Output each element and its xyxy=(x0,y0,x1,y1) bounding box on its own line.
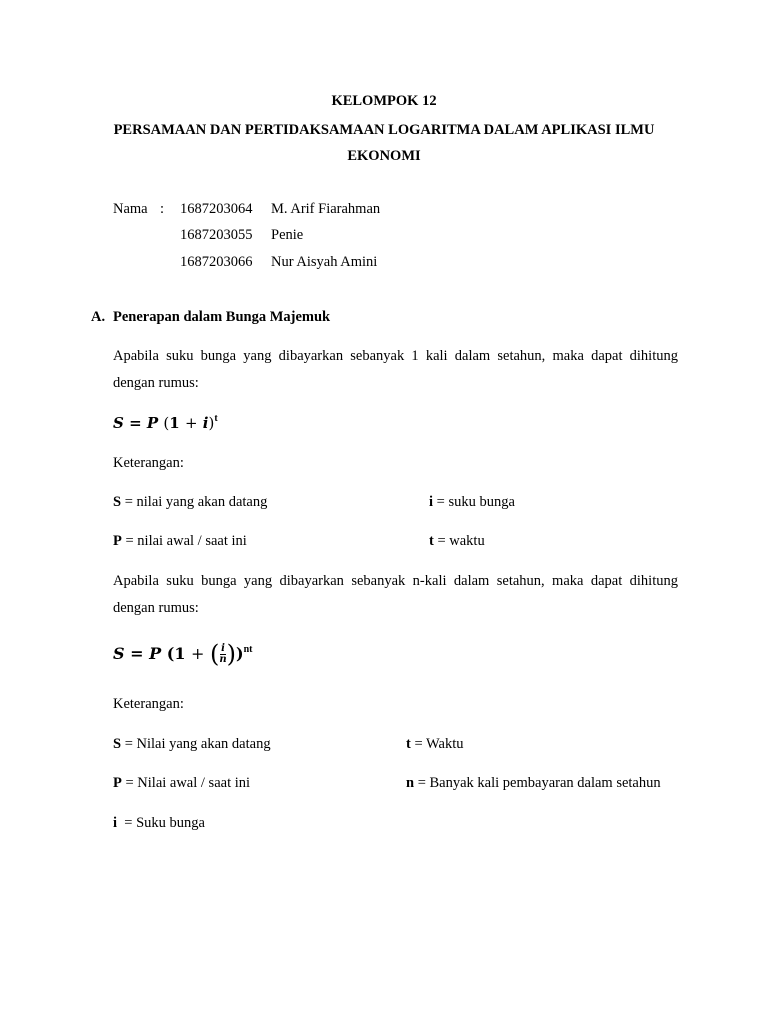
formula-paren: ) xyxy=(236,644,244,663)
formula-exponent: nt xyxy=(243,644,253,655)
legend-item xyxy=(113,533,247,550)
members-colon: : xyxy=(160,201,165,217)
legend-item xyxy=(113,775,250,792)
legend-item xyxy=(113,815,205,832)
member-name: Penie xyxy=(271,227,304,243)
paragraph-line: dengan rumus: xyxy=(113,375,199,391)
formula-paren: ( xyxy=(166,644,175,663)
keterangan-label: Keterangan: xyxy=(113,696,184,712)
legend-symbol: S xyxy=(113,494,122,510)
legend-item xyxy=(113,736,271,753)
formula-symbol: S xyxy=(113,414,124,432)
legend-description: = Nilai awal / saat ini xyxy=(121,775,251,791)
legend-symbol: n xyxy=(406,775,415,791)
legend-item xyxy=(406,775,661,792)
formula-paren: ( xyxy=(163,414,170,432)
section-heading: Penerapan dalam Bunga Majemuk xyxy=(113,309,331,325)
formula-operator: = xyxy=(130,644,144,663)
legend-symbol: t xyxy=(406,736,411,752)
formula-number: 1 xyxy=(174,644,186,663)
legend-symbol: S xyxy=(113,736,122,752)
formula-operator: + xyxy=(191,644,205,663)
legend-description: = nilai yang akan datang xyxy=(121,494,268,510)
legend-item xyxy=(113,494,267,511)
formula-symbol: P xyxy=(149,644,162,663)
paragraph-line: Apabila suku bunga yang dibayarkan sebanyak 1 kali dalam setahun, maka dapat dihitung xyxy=(113,348,678,364)
legend-item xyxy=(429,494,515,511)
paragraph-line: Apabila suku bunga yang dibayarkan sebanyak n-kali dalam setahun, maka dapat dihitung xyxy=(113,573,678,589)
document-title-line2: EKONOMI xyxy=(347,148,421,164)
member-nim: 1687203066 xyxy=(180,254,253,270)
formula-exponent: t xyxy=(214,413,218,424)
formula-symbol: i xyxy=(202,414,209,432)
formula-symbol: P xyxy=(146,414,159,432)
section-marker: A. xyxy=(91,309,106,325)
legend-description: = Waktu xyxy=(410,736,464,752)
paragraph-line: dengan rumus: xyxy=(113,600,199,616)
legend-symbol: i xyxy=(113,815,118,831)
formula-compound-periodic xyxy=(113,640,253,668)
legend-symbol: i xyxy=(429,494,434,510)
legend-description: = Nilai yang akan datang xyxy=(121,736,271,752)
fraction-numerator: i xyxy=(221,643,225,654)
member-nim: 1687203064 xyxy=(180,201,253,217)
formula-number: 1 xyxy=(169,414,180,432)
document-title-line1: PERSAMAAN DAN PERTIDAKSAMAAN LOGARITMA DALAM APLIKASI ILMU xyxy=(113,122,655,138)
legend-item xyxy=(406,736,464,753)
member-name: Nur Aisyah Amini xyxy=(271,254,378,270)
member-name: M. Arif Fiarahman xyxy=(271,201,381,217)
formula-symbol: S xyxy=(113,644,125,663)
legend-description: = nilai awal / saat ini xyxy=(121,533,247,549)
legend-description: = Suku bunga xyxy=(117,815,205,831)
formula-paren: ) xyxy=(226,640,237,668)
document-group-title: KELOMPOK 12 xyxy=(331,93,437,109)
keterangan-label: Keterangan: xyxy=(113,455,184,471)
formula-operator: + xyxy=(184,414,198,432)
legend-description: = waktu xyxy=(433,533,485,549)
member-nim: 1687203055 xyxy=(180,227,253,243)
legend-description: = suku bunga xyxy=(433,494,515,510)
members-label: Nama xyxy=(113,201,148,217)
legend-item xyxy=(429,533,485,550)
legend-symbol: P xyxy=(113,775,122,791)
fraction-denominator: n xyxy=(219,654,227,665)
formula-fraction xyxy=(219,644,226,665)
formula-operator: = xyxy=(129,414,142,432)
legend-symbol: t xyxy=(429,533,434,549)
formula-compound-annual xyxy=(113,413,218,432)
legend-description: = Banyak kali pembayaran dalam setahun xyxy=(414,775,661,791)
formula-paren: ) xyxy=(208,414,215,432)
formula-paren: ( xyxy=(210,640,220,668)
legend-symbol: P xyxy=(113,533,122,549)
